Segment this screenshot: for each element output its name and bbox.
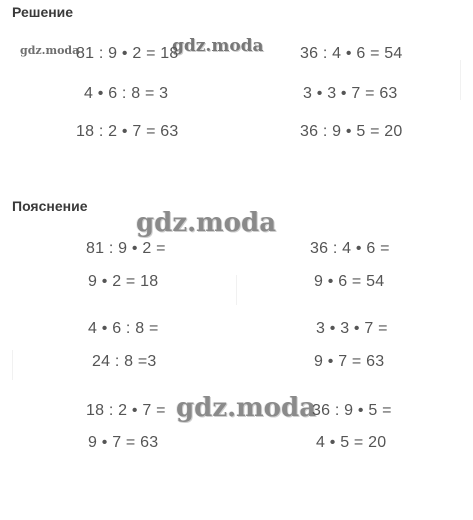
explanation-equation: 36 : 9 • 5 = bbox=[312, 402, 392, 419]
solution-heading: Решение bbox=[12, 4, 74, 20]
explanation-equation: 3 • 3 • 7 = bbox=[316, 320, 388, 337]
explanation-equation: 4 • 6 : 8 = bbox=[88, 320, 159, 337]
solution-equation: 4 • 6 : 8 = 3 bbox=[84, 85, 169, 102]
explanation-equation: 9 • 7 = 63 bbox=[314, 353, 385, 370]
solution-equation: 3 • 3 • 7 = 63 bbox=[303, 85, 398, 102]
divider bbox=[12, 350, 13, 380]
explanation-heading: Пояснение bbox=[12, 198, 88, 214]
explanation-equation: 4 • 5 = 20 bbox=[316, 434, 387, 451]
explanation-equation: 24 : 8 =3 bbox=[92, 353, 157, 370]
watermark-middle: gdz.moda bbox=[136, 208, 277, 238]
explanation-equation: 36 : 4 • 6 = bbox=[310, 240, 390, 257]
explanation-equation: 81 : 9 • 2 = bbox=[86, 240, 166, 257]
solution-equation: 18 : 2 • 7 = 63 bbox=[76, 123, 179, 140]
solution-equation: 81 : 9 • 2 = 18 bbox=[76, 45, 179, 62]
explanation-equation: 9 • 2 = 18 bbox=[88, 273, 159, 290]
solution-equation: 36 : 4 • 6 = 54 bbox=[300, 45, 403, 62]
explanation-equation: 9 • 7 = 63 bbox=[88, 434, 159, 451]
divider bbox=[236, 275, 237, 305]
watermark-top: gdz.moda bbox=[172, 36, 264, 56]
watermark-small: gdz.moda bbox=[20, 44, 80, 57]
watermark-bottom: gdz.moda bbox=[176, 393, 317, 423]
divider bbox=[460, 60, 461, 100]
solution-equation: 36 : 9 • 5 = 20 bbox=[300, 123, 403, 140]
explanation-equation: 18 : 2 • 7 = bbox=[86, 402, 166, 419]
explanation-equation: 9 • 6 = 54 bbox=[314, 273, 385, 290]
